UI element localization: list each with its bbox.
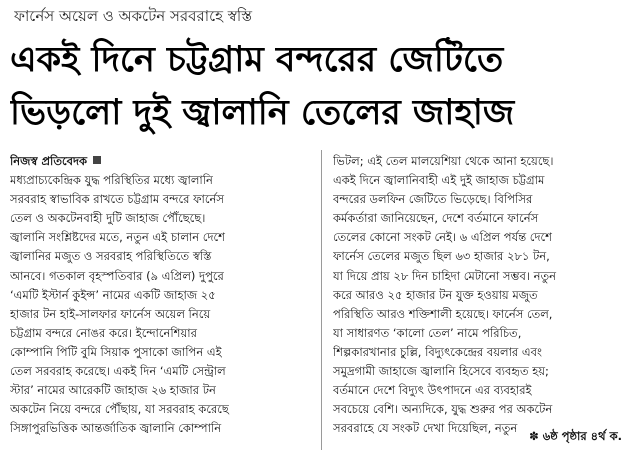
body-text-line: শিল্পকারখানার চুল্লি, বিদ্যুৎকেন্দ্রের বয়লার এবং (333, 344, 543, 359)
headline-line-2: ভিড়লো দুই জ্বালানি তেলের জাহাজ (10, 93, 515, 133)
right-body (333, 152, 625, 438)
body-text-line: কর্মকর্তারা জানিয়েছেন, দেশে বর্তমানে ফার্নেস (333, 211, 539, 226)
body-text-line: জ্বালানি সংশ্লিষ্টদের মতে, নতুন এই চালান দেশে (10, 230, 225, 245)
right-column (333, 152, 625, 438)
byline-row (10, 152, 302, 171)
body-text-line: যা দিয়ে প্রায় ২৮ দিন চাহিদা মেটানো সম্ভব। নতুন (333, 268, 557, 283)
body-text-line: সরবরাহ স্বাভাবিক রাখতে চট্টগ্রাম বন্দরে ফার্নেস (10, 192, 224, 207)
body-text-line: করে আরও ২৫ হাজার টন যুক্ত হওয়ায় মজুত (333, 287, 538, 302)
body-text-line: মধ্যপ্রাচ্যকেন্দ্রিক যুদ্ধ পরিস্থিতির মধ্যে জ্বালানি (10, 173, 213, 188)
left-column (10, 152, 302, 438)
column-divider (321, 150, 322, 450)
body-text-line: পরিস্থিতি আরও শক্তিশালী হয়েছে। ফার্নেস তেল, (333, 306, 553, 321)
square-bullet-icon (93, 156, 101, 164)
flower-bullet-icon: ✽ (529, 429, 539, 443)
body-text-line: সিঙ্গাপুরভিত্তিক আন্তর্জাতিক জ্বালানি কোম্পানি (10, 421, 222, 436)
byline: নিজস্ব প্রতিবেদক (10, 154, 88, 168)
body-text-line: অকটেন নিয়ে বন্দরে পৌঁছায়, যা সরবরাহ করেছে (10, 402, 229, 417)
body-text-line: ফার্নেস তেলের মজুত ছিল ৬৩ হাজার ২৮১ টন, (333, 249, 550, 264)
continuation-note (529, 428, 622, 447)
body-text-line: জ্বালানির মজুত ও সরবরাহ পরিস্থিতিতে স্বস্তি (10, 249, 212, 264)
headline-line-1: একই দিনে চট্টগ্রাম বন্দরের জেটিতে (10, 40, 504, 80)
kicker: ফার্নেস অয়েল ও অকটেন সরবরাহে স্বস্তি (14, 7, 252, 25)
body-text-line: যা সাধারণত ‘কালো তেল’ নামে পরিচিত, (333, 325, 522, 340)
body-text-line: সমুদ্রগামী জাহাজে জ্বালানি হিসেবে ব্যবহৃত হয়; (333, 364, 549, 379)
left-body (10, 171, 302, 438)
body-text-line: ভিটল; এই তেল মালয়েশিয়া থেকে আনা হয়েছে। (333, 154, 554, 168)
body-text-line: হাজার টন হাই-সালফার ফার্নেস অয়েল নিয়ে (10, 306, 211, 321)
continuation-text: ৬ষ্ঠ পৃষ্ঠার ৪র্থ ক. (542, 429, 622, 443)
body-text-line: কোম্পানি পিটি বুমি সিয়াক পুসাকো জাপিন এই (10, 344, 222, 359)
body-text-line: আনবে। গতকাল বৃহস্পতিবার (৯ এপ্রিল) দুপুরে (10, 268, 224, 283)
body-text-line: বন্দরের ডলফিন জেটিতে ভিড়েছে। বিপিসির (333, 192, 533, 207)
body-text-line: চট্টগ্রাম বন্দরে নোঙর করে। ইন্দোনেশিয়ার (10, 325, 197, 340)
body-text-line: সবচেয়ে বেশি। অন্যদিকে, যুদ্ধ শুরুর পর অকটেন (333, 402, 553, 417)
body-text-line: ‘এমটি ইস্টার্ন কুইন্স’ নামের একটি জাহাজ ২৫ (10, 287, 216, 302)
body-text-line: একই দিনে জ্বালানিবাহী এই দুই জাহাজ চট্টগ্রাম (333, 173, 545, 188)
body-text-line: সরবরাহে যে সংকট দেখা দিয়েছিল, নতুন (333, 421, 518, 436)
body-text-line: তেলের কোনো সংকট নেই। ৬ এপ্রিল পর্যন্ত দেশে (333, 230, 552, 245)
body-text-line: বর্তমানে দেশে বিদ্যুৎ উৎপাদনে এর ব্যবহারই (333, 383, 532, 398)
body-text-line: স্টার’ নামের আরেকটি জাহাজ ২৬ হাজার টন (10, 383, 216, 398)
body-text-line: তেল ও অকটেনবাহী দুটি জাহাজ পৌঁছেছে। (10, 211, 206, 226)
body-text-line: তেল সরবরাহ করেছে। একই দিন ‘এমটি সেন্ট্রাল (10, 364, 226, 379)
